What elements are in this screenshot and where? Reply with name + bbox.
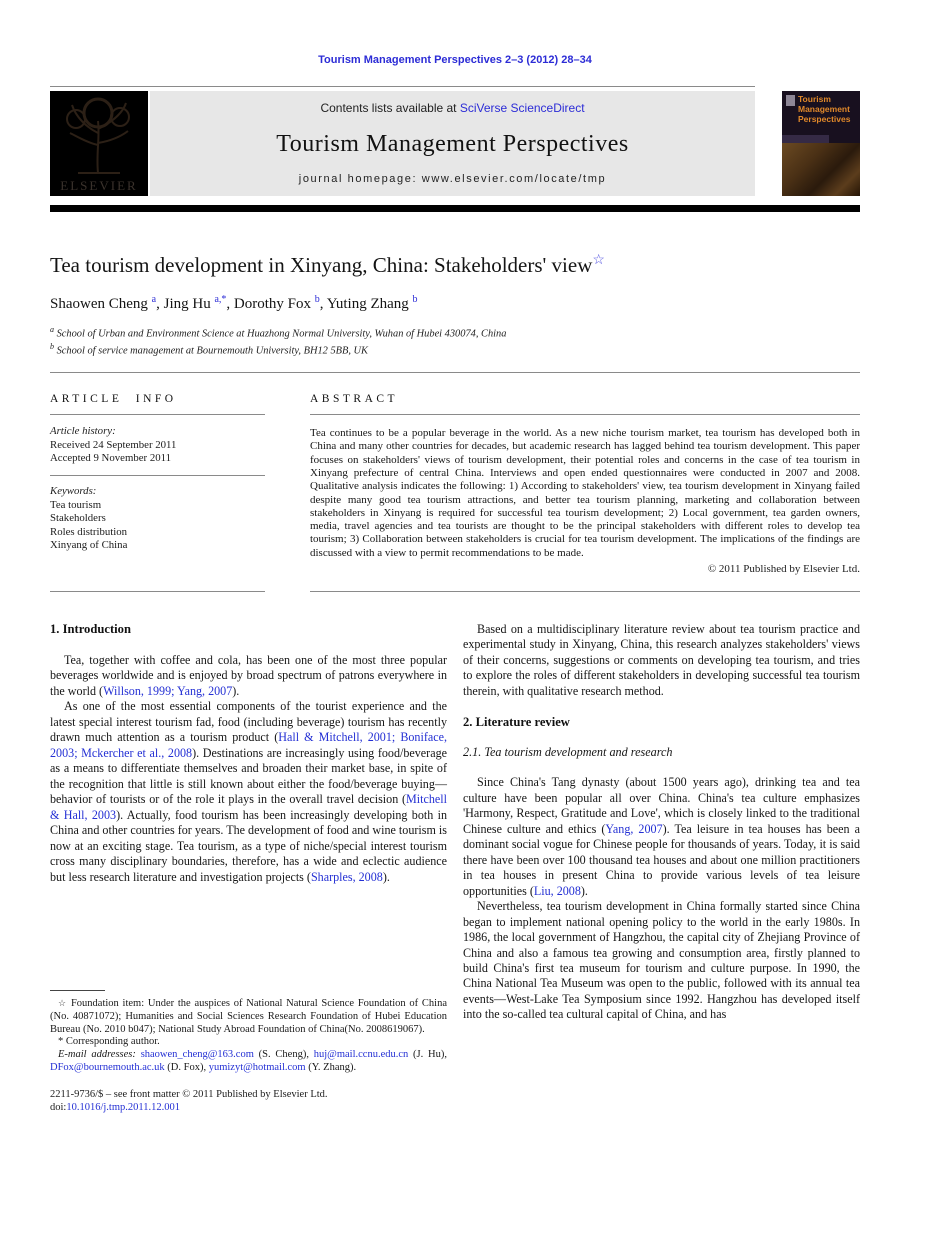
right-column: [463, 622, 860, 1114]
keyword: Tea tourism: [50, 498, 102, 511]
email-footnote: E-mail addresses: shaowen_cheng@163.com (S. Cheng), huj@mail.ccnu.edu.cn (J. Hu), DFox@bournemouth.ac.uk (D. Fox), yumizyt@hotmail.com (Y. Zhang).: [50, 1049, 448, 1073]
author: Jing Hu $^{a,*}$,: [163, 294, 234, 312]
journal-title: Tourism Management Perspectives: [276, 130, 629, 157]
intro-paragraph-1: Tea, together with coffee and cola, has been one of the most three popular beverages worldwide and is enjoyed by broad spectrum of patrons everywhere in the world (Willson, 1999; Yang, 2007).: [50, 653, 447, 698]
footnote-rule: [50, 990, 105, 991]
article-info-heading: ARTICLE INFO: [50, 393, 265, 415]
cover-photo: [782, 143, 860, 196]
citation-link[interactable]: Sharples, 2008: [310, 869, 383, 884]
corresponding-author-footnote: * Corresponding author.: [58, 1036, 160, 1048]
author: Dorothy Fox $^b$,: [233, 294, 327, 312]
keyword: Xinyang of China: [50, 539, 128, 552]
author: Shaowen Cheng $^a$,: [50, 294, 164, 312]
literature-paragraph-1: Since China's Tang dynasty (about 1500 years ago), drinking tea and tea culture have been popular all over China. China's tea culture emphasizes 'Harmony, Respect, Gratitude and Love', which is closely linked to the traditional Chinese culture and ethics (Yang, 2007). Tea leisure in tea houses has been a dominant social vogue for Chinese people for thousands of years. Today, it is said there have been over 100 thousand tea houses and about one million practitioners in tea houses in present China to provide various levels of tea leisure opportunities (Liu, 2008).: [463, 775, 860, 898]
elsevier-logo: [50, 91, 148, 196]
affiliations: [50, 325, 860, 358]
citation-link[interactable]: Hall & Mitchell, 2001; Boniface, 2003; Mckercher et al., 2008: [50, 730, 447, 760]
abstract-column: [310, 393, 860, 592]
email-link[interactable]: DFox@bournemouth.ac.uk: [50, 1061, 165, 1073]
left-column: [50, 622, 447, 1114]
citation-link[interactable]: Willson, 1999; Yang, 2007: [103, 683, 233, 698]
issn-line: 2211-9736/$ – see front matter © 2011 Published by Elsevier Ltd.: [50, 1088, 328, 1100]
citation-link[interactable]: Mitchell & Hall, 2003: [50, 792, 447, 822]
journal-banner-box: [150, 91, 755, 196]
history-received: Received 24 September 2011: [50, 438, 177, 451]
elsevier-tree-icon: [58, 93, 140, 179]
header-top-rule: [50, 86, 755, 87]
keywords-label: Keywords:: [50, 485, 97, 498]
email-link[interactable]: huj@mail.ccnu.edu.cn: [313, 1049, 409, 1061]
info-divider-rule: [50, 475, 265, 476]
affiliation: $^a$ School of Urban and Environment Science at Huazhong Normal University, Wuhan of Hubei 430074, China: [50, 325, 507, 340]
history-accepted: Accepted 9 November 2011: [50, 452, 172, 464]
cover-band: [782, 135, 829, 143]
journal-cover-thumbnail: [782, 91, 860, 196]
journal-banner: [50, 91, 860, 196]
affiliation: $^b$ School of service management at Bournemouth University, BH12 5BB, UK: [50, 341, 368, 356]
paper-title: Tea tourism development in Xinyang, China: Stakeholders' view☆: [50, 253, 605, 277]
abstract-text: Tea continues to be a popular beverage in the world. As a new niche tourism market, tea tourism has developed both in China and many other countries for decades, but academic research has lagged behind tea tourism development. This paper focuses on stakeholders' views of tourism development, their potential roles and concerns in the case of tea tourism in Xinyang prefecture of central China. Interviews and open ended questionnaires were conducted in 2007 and 2008. Qualitative analysis indicates the following: 1) According to stakeholders' view, tea tourism development in Xinyang failed despite many good tea tourism attractions, and better tea tourism planning, marketing and collaboration between stakeholders in Xinyang is required for successful tea tourism development; 2) Local government, tea garden owners, media, travel agencies and tea tourists are thought to be the principal stakeholders with different roles to develop tea tourism; 3) Collaboration between stakeholders is crucial for tea tourism development. The implications of the findings are discussed with a view to permit recommendations to be made.: [310, 427, 860, 559]
email-link[interactable]: yumizyt@hotmail.com: [208, 1061, 306, 1073]
title-footnote-star-icon: ☆: [592, 253, 605, 268]
author: Yuting Zhang $^b$: [326, 294, 418, 312]
intro-paragraph-2: As one of the most essential components of the tourist experience and the latest special interest tourism fad, food (including beverage) tourism has recently drawn much attention as a tourism product (Hall & Mitchell, 2001; Boniface, 2003; Mckercher et al., 2008). Destinations are increasingly using food/beverage as a means to differentiate themselves and broaden their market base, in spite of the recognition that little is still known about either the food/beverage buying—behavior of tourists or of the role it plays in the overall travel decision (Mitchell & Hall, 2003). Actually, food tourism has been increasingly developing both in China and other countries for years. The development of food and wine tourism is now at an exciting stage. Tea tourism, as a type of niche/special interest tourism cross many disciplinary boundaries, therefore, has a wide and eclectic audience but less research literature and investigation projects (Sharples, 2008).: [50, 699, 447, 884]
doi-line: doi:10.1016/j.tmp.2011.12.001: [50, 1101, 180, 1113]
overview-paragraph: Based on a multidisciplinary literature review about tea tourism practice and experimental study in Xinyang, China, this research analyzes stakeholders' views of their concerns, suggestions or comments on developing tea tourism, and tries to explore the roles of different stakeholders in developing successful tea tourism therein, with qualitative research method.: [463, 622, 860, 698]
keyword: Roles distribution: [50, 525, 128, 538]
info-abstract-section: [50, 372, 860, 592]
section-heading-literature-review: 2. Literature review: [463, 715, 570, 730]
body-columns: [50, 622, 860, 1114]
email-link[interactable]: shaowen_cheng@163.com: [140, 1049, 254, 1061]
doi-link[interactable]: 10.1016/j.tmp.2011.12.001: [66, 1101, 180, 1113]
foundation-footnote: ☆ Foundation item: Under the auspices of National Natural Science Foundation of China (No. 40871072); Humanities and Social Sciences Research Foundation of Hubei Education Bureau (No. 2010 b047); National Study Abroad Foundation of China(No. 2008619067).: [50, 997, 447, 1035]
subsection-heading-tea-tourism: 2.1. Tea tourism development and research: [463, 745, 673, 760]
citation-link[interactable]: Yang, 2007: [605, 821, 663, 836]
literature-paragraph-2: Nevertheless, tea tourism development in China formally started since China began to implement national opening policy to the world in the early 1980s. In 1986, the local government of Hangzhou, the capital city of Zhejiang Province of China and also a famous tea growing and consumption area, firstly planned to build China's first tea museum for tourism and culture purpose. In 1990, the China National Tea Museum was open to the public, followed with its annual tea events—West-Lake Tea Symposium since 1992. Hangzhou has developed itself into the so-called tea cultural capital of China, and has: [463, 899, 860, 1022]
keyword: Stakeholders: [50, 512, 106, 525]
imprint: [50, 1088, 447, 1114]
article-history-label: Article history:: [50, 425, 116, 438]
abstract-heading: ABSTRACT: [310, 393, 860, 415]
cover-logo-icon: [786, 95, 795, 106]
contents-prefix: Contents lists available at: [320, 101, 460, 115]
contents-line: [156, 101, 749, 115]
abstract-copyright: © 2011 Published by Elsevier Ltd.: [707, 563, 860, 575]
section-heading-introduction: 1. Introduction: [50, 622, 131, 636]
author-list: [50, 294, 860, 313]
footnotes: [50, 990, 447, 1075]
running-head-citation[interactable]: Tourism Management Perspectives 2–3 (2012) 28–34: [318, 54, 592, 66]
elsevier-wordmark: ELSEVIER: [60, 178, 138, 193]
sciverse-sciencedirect-link[interactable]: SciVerse ScienceDirect: [459, 101, 585, 115]
journal-homepage-link[interactable]: journal homepage: www.elsevier.com/locate/tmp: [298, 173, 607, 185]
citation-link[interactable]: Liu, 2008: [533, 883, 581, 898]
header-divider-bar: [50, 205, 860, 212]
cover-title: Tourism Management Perspectives: [798, 94, 851, 124]
article-info-column: [50, 393, 265, 592]
footnote-star-icon: ☆: [58, 997, 68, 1008]
